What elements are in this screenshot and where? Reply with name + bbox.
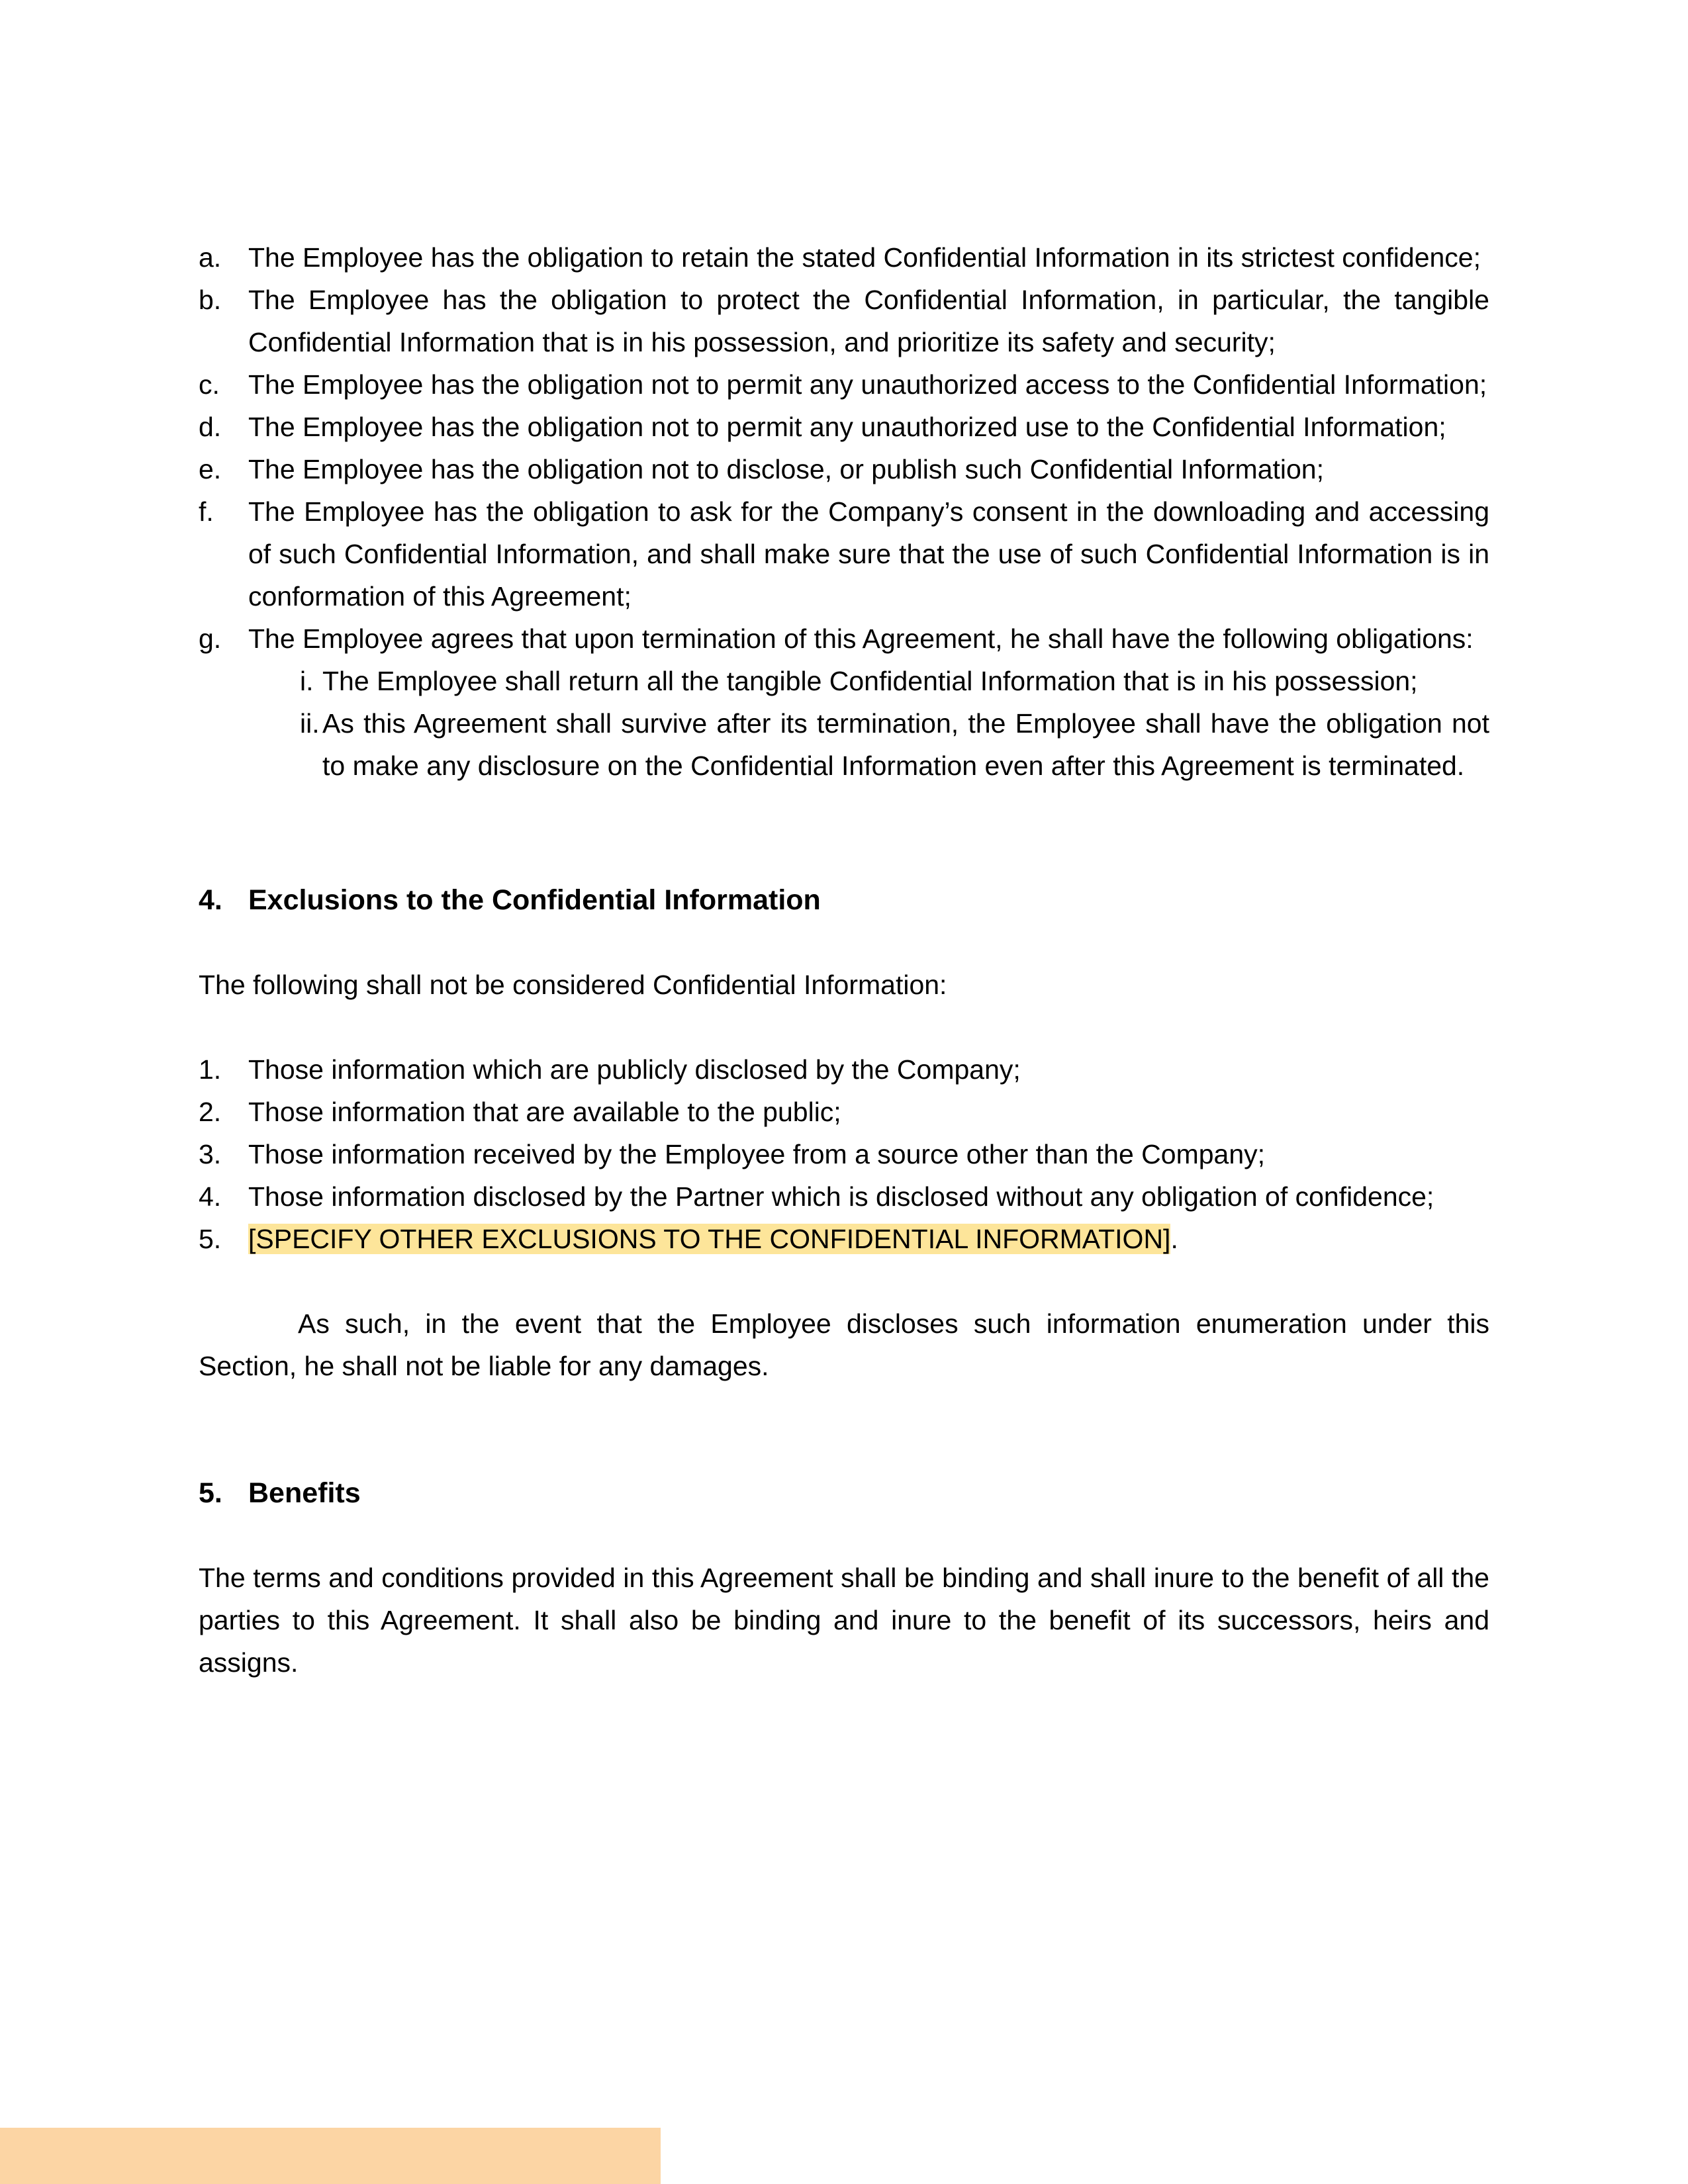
list-item-text: The Employee has the obligation not to permit any unauthorized access to the Confidential Information; bbox=[248, 369, 1487, 400]
list-item-text: Those information disclosed by the Partner which is disclosed without any obligation of confidence; bbox=[248, 1181, 1434, 1212]
list-item-text: The Employee has the obligation to protect the Confidential Information, in particular, the tangible Confidential Information that is in his possession, and prioritize its safety and security; bbox=[248, 285, 1489, 357]
list-item-text: The Employee agrees that upon termination of this Agreement, he shall have the following obligations: bbox=[248, 623, 1474, 654]
list-item bbox=[199, 406, 1489, 448]
sub-list-item-text: As this Agreement shall survive after its termination, the Employee shall have the obligation not to make any disclosure on the Confidential Information even after this Agreement is terminated. bbox=[322, 708, 1489, 781]
exclusions-list bbox=[199, 1048, 1489, 1260]
list-item-text: Those information which are publicly disclosed by the Company; bbox=[248, 1054, 1021, 1085]
list-marker: 4. bbox=[199, 1181, 222, 1212]
list-marker: e. bbox=[199, 454, 222, 484]
list-item-text: The Employee has the obligation not to permit any unauthorized use to the Confidential Information; bbox=[248, 412, 1446, 442]
section-title: Benefits bbox=[248, 1477, 361, 1509]
sub-list-item bbox=[248, 702, 1489, 787]
sub-list-marker: ii. bbox=[300, 708, 320, 739]
section-heading bbox=[199, 879, 1489, 921]
list-item bbox=[199, 363, 1489, 406]
list-marker: c. bbox=[199, 369, 220, 400]
list-item bbox=[199, 279, 1489, 363]
obligations-list bbox=[199, 236, 1489, 787]
list-marker: 3. bbox=[199, 1139, 222, 1169]
list-item bbox=[199, 448, 1489, 490]
footer-accent-bar bbox=[0, 2128, 661, 2184]
section-body: The terms and conditions provided in this Agreement shall be binding and shall inure to the benefit of all the parties to this Agreement. It shall also be binding and inure to the benefit of its successors, heirs and assigns. bbox=[199, 1563, 1489, 1678]
section-intro: The following shall not be considered Confidential Information: bbox=[199, 970, 947, 1000]
section-number: 4. bbox=[199, 884, 222, 916]
list-item bbox=[199, 1175, 1489, 1218]
list-item bbox=[199, 1048, 1489, 1091]
sub-list-item-text: The Employee shall return all the tangible Confidential Information that is in his possession; bbox=[322, 666, 1418, 696]
page-content bbox=[199, 236, 1489, 1684]
list-item bbox=[199, 1218, 1489, 1260]
list-item-text: Those information received by the Employee from a source other than the Company; bbox=[248, 1139, 1266, 1169]
list-item bbox=[199, 1133, 1489, 1175]
section-title: Exclusions to the Confidential Information bbox=[248, 884, 821, 916]
list-marker: 5. bbox=[199, 1224, 222, 1254]
list-marker: g. bbox=[199, 623, 222, 654]
placeholder-highlight[interactable]: [SPECIFY OTHER EXCLUSIONS TO THE CONFIDENTIAL INFORMATION] bbox=[248, 1224, 1171, 1254]
list-item-text: Those information that are available to the public; bbox=[248, 1097, 841, 1127]
list-marker: a. bbox=[199, 242, 222, 273]
sub-list-item bbox=[248, 660, 1489, 702]
termination-obligations-sublist bbox=[248, 660, 1489, 787]
section-number: 5. bbox=[199, 1477, 222, 1509]
section-heading bbox=[199, 1472, 1489, 1514]
list-marker: b. bbox=[199, 285, 222, 315]
list-marker: 2. bbox=[199, 1097, 222, 1127]
list-marker: f. bbox=[199, 496, 214, 527]
list-marker: d. bbox=[199, 412, 222, 442]
list-marker: 1. bbox=[199, 1054, 222, 1085]
list-item bbox=[199, 236, 1489, 279]
list-item bbox=[199, 490, 1489, 617]
sub-list-marker: i. bbox=[300, 666, 314, 696]
section-closing-paragraph: As such, in the event that the Employee discloses such information enumeration under this Section, he shall not be liable for any damages. bbox=[199, 1308, 1489, 1381]
list-item-text: The Employee has the obligation to ask for the Company’s consent in the downloading and accessing of such Confidential Information, and shall make sure that the use of such Confidential Information is in conformation of this Agreement; bbox=[248, 496, 1489, 612]
list-item-text: The Employee has the obligation to retain the stated Confidential Information in its strictest confidence; bbox=[248, 242, 1481, 273]
list-item bbox=[199, 1091, 1489, 1133]
list-item bbox=[199, 617, 1489, 660]
list-item-suffix: . bbox=[1170, 1224, 1178, 1254]
list-item-text: The Employee has the obligation not to disclose, or publish such Confidential Information; bbox=[248, 454, 1325, 484]
list-item-text bbox=[248, 1218, 1489, 1260]
